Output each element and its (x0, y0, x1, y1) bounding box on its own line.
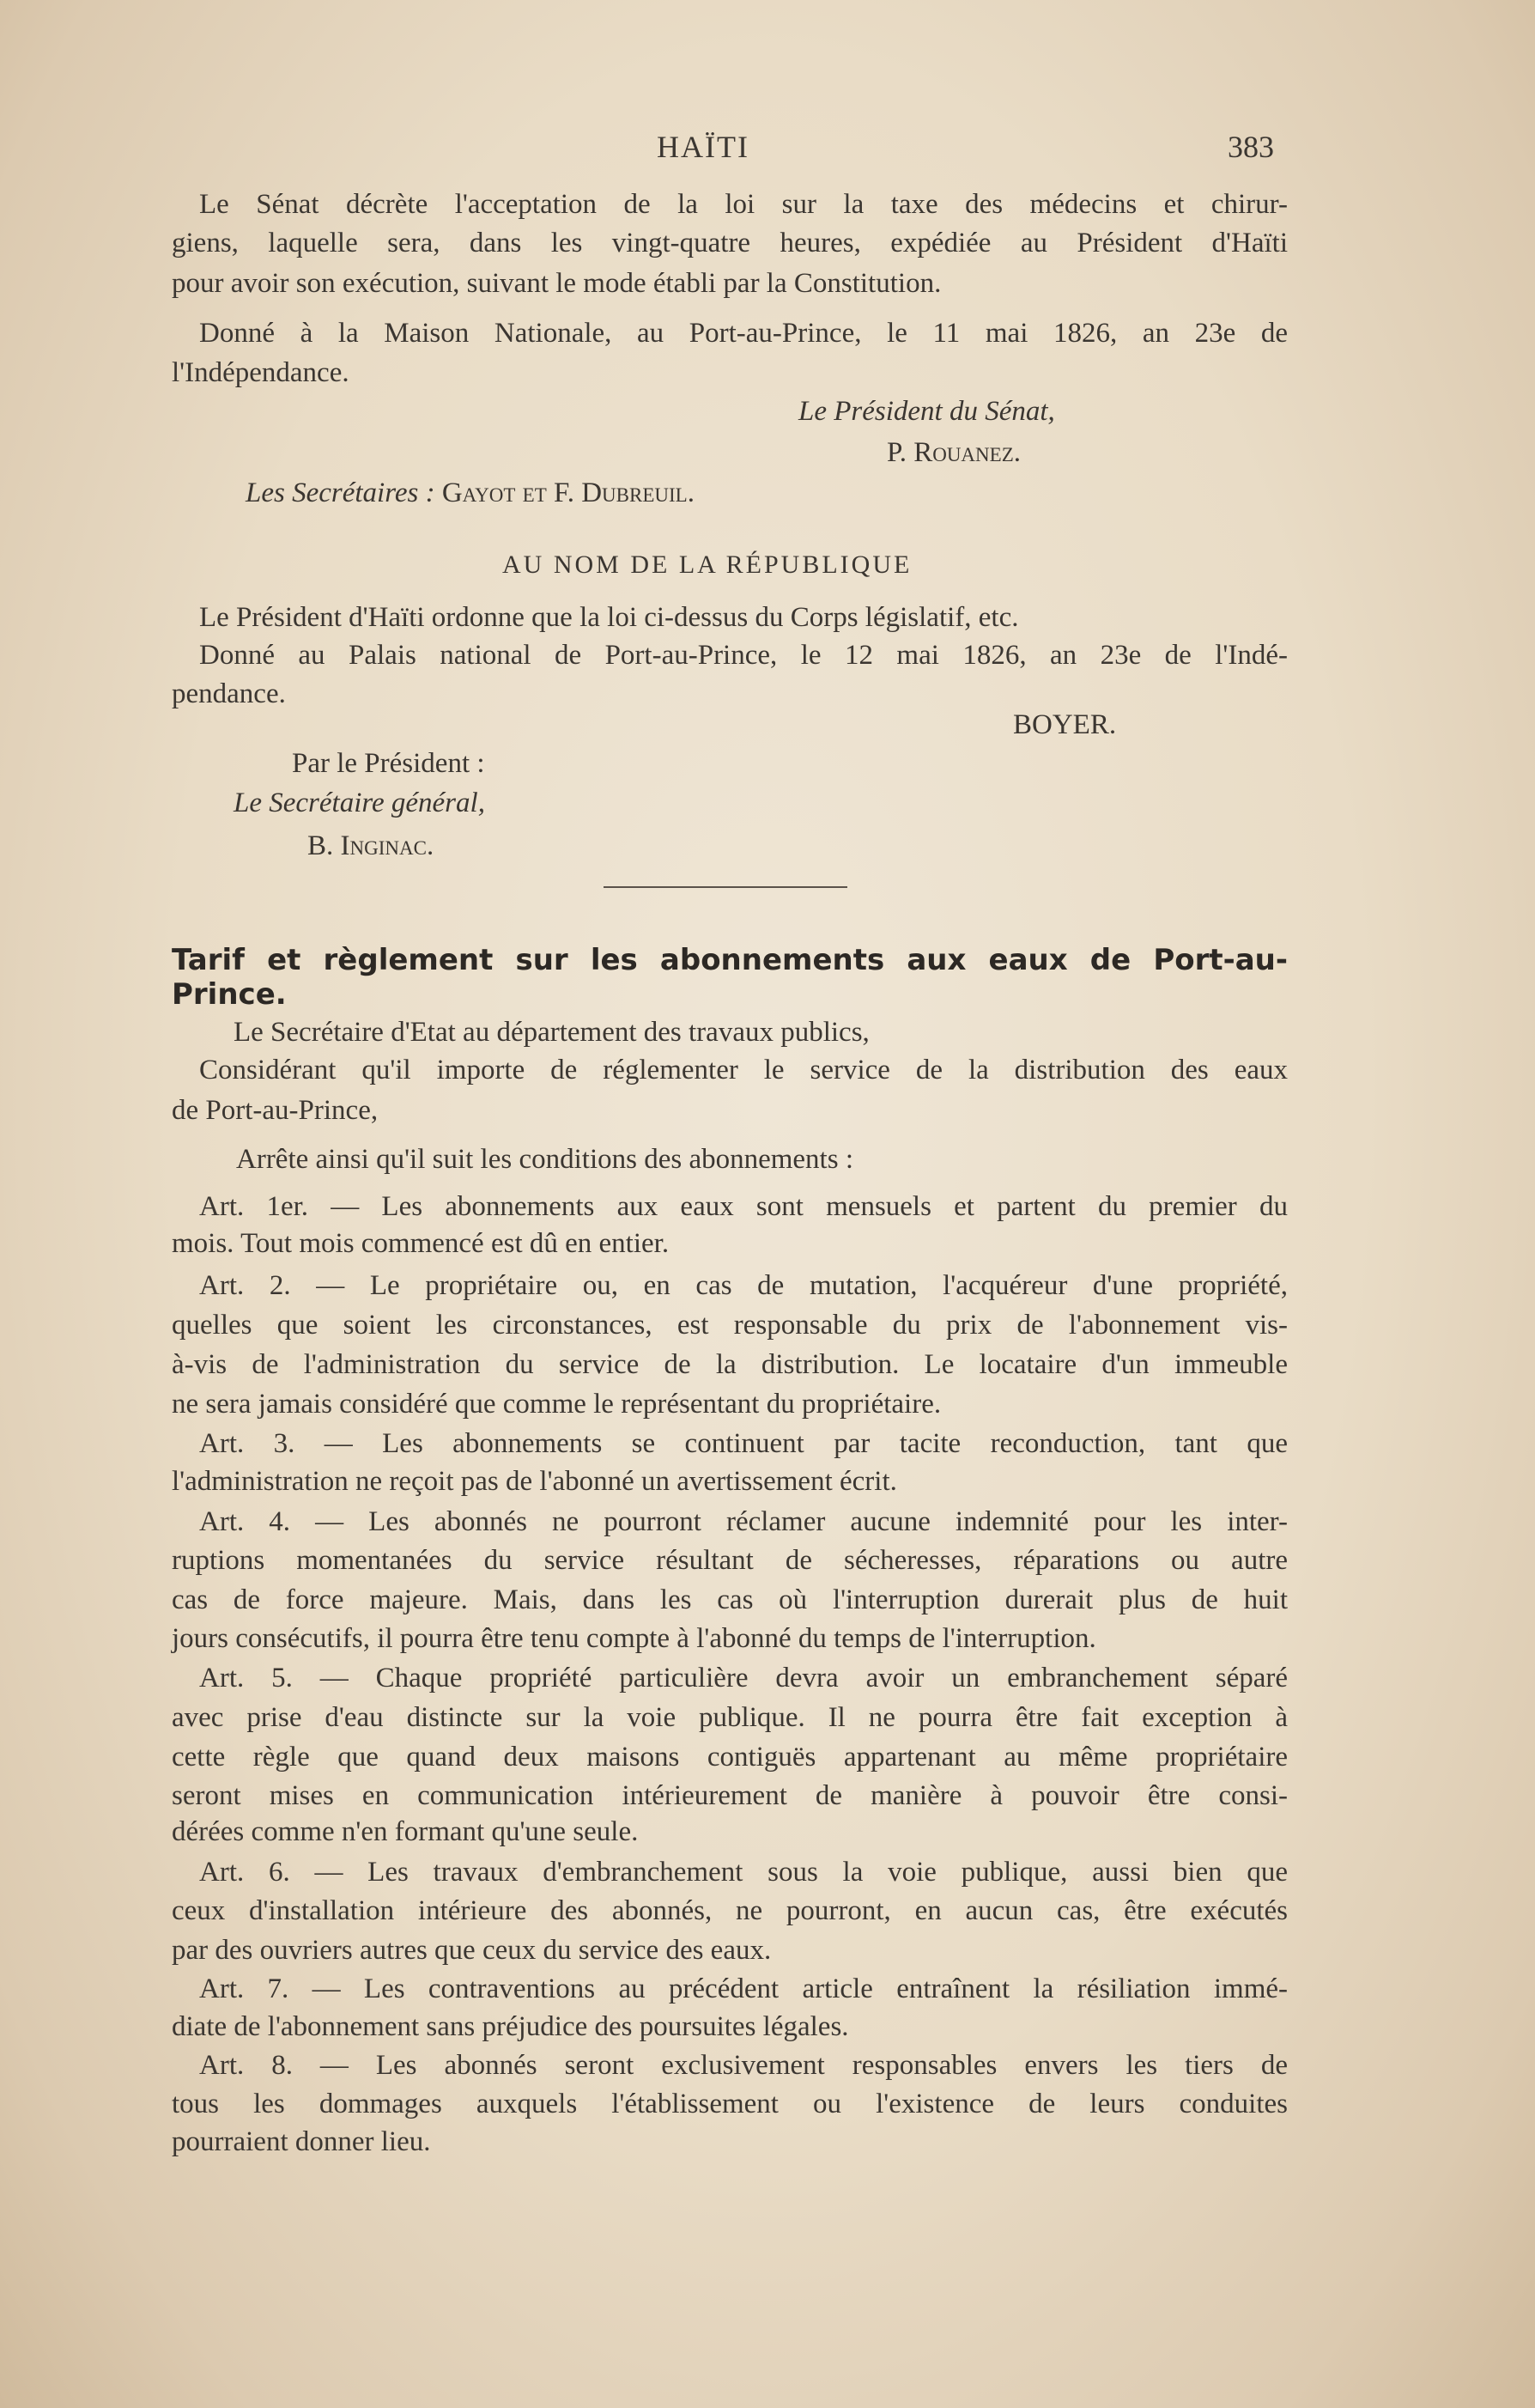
article-4-line: jours consécutifs, il pourra être tenu compte à l'abonné du temps de l'interruption. (172, 1623, 1096, 1654)
article-2-line: Art. 2. — Le propriétaire ou, en cas de mutation, l'acquéreur d'une propriété, (199, 1270, 1288, 1301)
article-5-line: cette règle que quand deux maisons contiguës appartenant au même propriétaire (172, 1742, 1288, 1773)
secretaries-names: Gayot et F. Dubreuil. (441, 477, 695, 508)
signature-boyer: BOYER. (1013, 709, 1117, 740)
article-5-line: Art. 5. — Chaque propriété particulière devra avoir un embranchement séparé (199, 1663, 1288, 1694)
text-line: Donné au Palais national de Port-au-Prince, le 12 mai 1826, an 23e de l'Indé- (199, 640, 1288, 671)
article-3-line: Art. 3. — Les abonnements se continuent par tacite reconduction, tant que (199, 1428, 1288, 1459)
text-line: Le Secrétaire d'Etat au département des travaux publics, (234, 1017, 870, 1048)
section-divider (604, 886, 847, 888)
article-8-line: pourraient donner lieu. (172, 2126, 431, 2157)
secretaries-line (246, 476, 695, 510)
article-7-line: diate de l'abonnement sans préjudice des poursuites légales. (172, 2011, 849, 2042)
article-8-line: tous les dommages auxquels l'établissement ou l'existence de leurs conduites (172, 2089, 1288, 2119)
by-president: Par le Président : (292, 748, 485, 779)
article-6-line: Art. 6. — Les travaux d'embranchement sous la voie publique, aussi bien que (199, 1857, 1288, 1888)
article-4-line: cas de force majeure. Mais, dans les cas où l'interruption durerait plus de huit (172, 1584, 1288, 1615)
secretary-name: B. Inginac. (307, 830, 434, 861)
text-line: pendance. (172, 678, 286, 709)
article-7-line: Art. 7. — Les contraventions au précédent article entraînent la résiliation immé- (199, 1973, 1288, 2004)
text-line: pour avoir son exécution, suivant le mode établi par la Constitution. (172, 268, 942, 299)
article-6-line: ceux d'installation intérieure des abonnés, ne pourront, en aucun cas, être exécutés (172, 1895, 1288, 1926)
text-line: Donné à la Maison Nationale, au Port-au-Prince, le 11 mai 1826, an 23e de (199, 318, 1288, 349)
running-title: HAÏTI (657, 130, 749, 164)
article-5-line: seront mises en communication intérieurement de manière à pouvoir être consi- (172, 1780, 1288, 1811)
text-line: de Port-au-Prince, (172, 1095, 379, 1126)
article-4-line: ruptions momentanées du service résultant de sécheresses, réparations ou autre (172, 1545, 1288, 1576)
article-3-line: l'administration ne reçoit pas de l'abonné un avertissement écrit. (172, 1466, 897, 1497)
article-1-line: Art. 1er. — Les abonnements aux eaux sont mensuels et partent du premier du (199, 1191, 1288, 1222)
text-line: giens, laquelle sera, dans les vingt-quatre heures, expédiée au Président d'Haïti (172, 228, 1288, 258)
article-2-line: à-vis de l'administration du service de la distribution. Le locataire d'un immeuble (172, 1349, 1288, 1380)
signature-title: Le Président du Sénat, (798, 396, 1055, 427)
text-line: Le Sénat décrète l'acceptation de la loi sur la taxe des médecins et chirur- (199, 189, 1288, 220)
article-2-line: quelles que soient les circonstances, est responsable du prix de l'abonnement vis- (172, 1310, 1288, 1341)
article-2-line: ne sera jamais considéré que comme le représentant du propriétaire. (172, 1389, 942, 1420)
secretary-title: Le Secrétaire général, (234, 787, 485, 818)
text-line: Le Président d'Haïti ordonne que la loi ci-dessus du Corps législatif, etc. (199, 602, 1019, 633)
republic-heading: AU NOM DE LA RÉPUBLIQUE (502, 550, 913, 579)
signature-name: P. Rouanez. (887, 437, 1021, 468)
text-line: l'Indépendance. (172, 357, 349, 388)
article-6-line: par des ouvriers autres que ceux du service des eaux. (172, 1935, 772, 1966)
article-8-line: Art. 8. — Les abonnés seront exclusivement responsables envers les tiers de (199, 2050, 1288, 2081)
article-5-line: dérées comme n'en formant qu'une seule. (172, 1816, 639, 1847)
article-5-line: avec prise d'eau distincte sur la voie publique. Il ne pourra être fait exception à (172, 1702, 1288, 1733)
article-4-line: Art. 4. — Les abonnés ne pourront réclamer aucune indemnité pour les inter- (199, 1506, 1288, 1537)
section-title: Tarif et règlement sur les abonnements aux eaux de Port-au-Prince. (172, 943, 1288, 1012)
article-1-line: mois. Tout mois commencé est dû en entier. (172, 1228, 670, 1259)
text-line: Considérant qu'il importe de réglementer le service de la distribution des eaux (199, 1055, 1288, 1085)
text-line: Arrête ainsi qu'il suit les conditions des abonnements : (236, 1144, 853, 1175)
page-number: 383 (1228, 130, 1274, 164)
secretaries-label: Les Secrétaires : (246, 477, 435, 508)
